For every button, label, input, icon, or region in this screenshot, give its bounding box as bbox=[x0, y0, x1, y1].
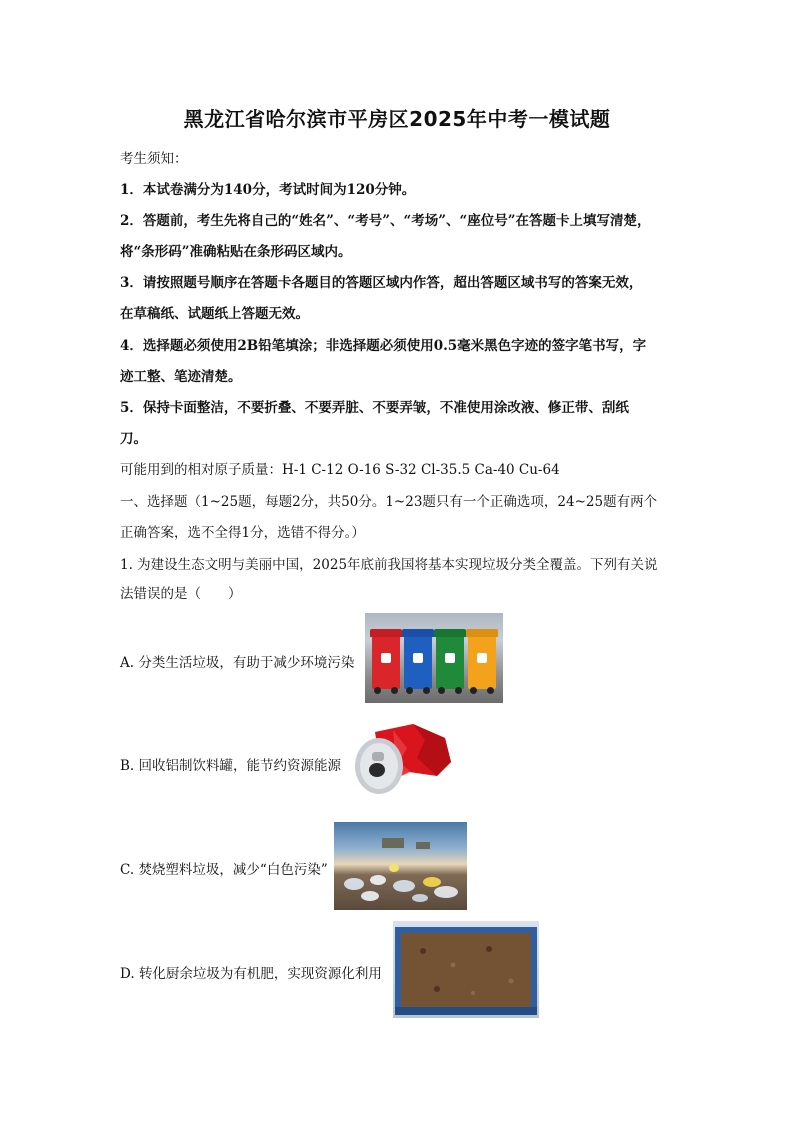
option-label: A. bbox=[120, 655, 135, 671]
can-drawing bbox=[353, 718, 453, 800]
option-b bbox=[120, 754, 341, 774]
option-text: 分类生活垃圾，有助于减少环境污染 bbox=[138, 655, 355, 671]
compost-drawing bbox=[393, 921, 539, 1018]
question-stem-line-1: 1. 为建设生态文明与美丽中国，2025年底前我国将基本实现垃圾分类全覆盖。下列有关说 bbox=[120, 557, 658, 573]
instruction-line-4: 3．请按照题号顺序在答题卡各题目的答题区域内作答，超出答题区域书写的答案无效， bbox=[120, 275, 643, 291]
option-label: C. bbox=[120, 862, 135, 878]
question-stem-line-2: 法错误的是（ ） bbox=[120, 586, 242, 602]
option-text: 回收铝制饮料罐，能节约资源能源 bbox=[138, 758, 342, 774]
section-heading-line-2: 正确答案，选不全得1分，选错不得分。） bbox=[120, 525, 365, 541]
trash-bins-image bbox=[365, 613, 503, 703]
red-bin bbox=[372, 635, 400, 689]
instructions-header: 考生须知： bbox=[120, 151, 188, 167]
blue-bin bbox=[404, 635, 432, 689]
beach-drawing bbox=[334, 822, 467, 910]
option-label: B. bbox=[120, 758, 135, 774]
instruction-line-2: 2．答题前，考生先将自己的“姓名”、“考号”、“考场”、“座位号”在答题卡上填写清楚， bbox=[120, 213, 651, 229]
option-text: 焚烧塑料垃圾，减少“白色污染” bbox=[138, 862, 328, 878]
crushed-can-image bbox=[353, 718, 453, 800]
page-title: 黑龙江省哈尔滨市平房区2025年中考一模试题 bbox=[183, 107, 611, 131]
compost-crate-image bbox=[393, 921, 539, 1018]
option-d bbox=[120, 962, 382, 982]
instruction-line-1: 1．本试卷满分为140分，考试时间为120分钟。 bbox=[120, 182, 416, 198]
instruction-line-3: 将“条形码”准确粘贴在条形码区域内。 bbox=[120, 244, 352, 260]
option-c bbox=[120, 858, 328, 878]
instruction-line-6: 4．选择题必须使用2B铅笔填涂；非选择题必须使用0.5毫米黑色字迹的签字笔书写，字 bbox=[120, 338, 647, 354]
instruction-line-9: 刀。 bbox=[120, 431, 147, 447]
green-bin bbox=[436, 635, 464, 689]
beach-plastic-image bbox=[334, 822, 467, 910]
option-text: 转化厨余垃圾为有机肥，实现资源化利用 bbox=[138, 966, 382, 982]
instruction-line-5: 在草稿纸、试题纸上答题无效。 bbox=[120, 306, 309, 322]
yellow-bin bbox=[468, 635, 496, 689]
option-a bbox=[120, 651, 354, 671]
instruction-line-8: 5．保持卡面整洁，不要折叠、不要弄脏、不要弄皱，不准使用涂改液、修正带、刮纸 bbox=[120, 400, 629, 416]
option-label: D. bbox=[120, 966, 135, 982]
section-heading-line-1: 一、选择题（1~25题，每题2分，共50分。1~23题只有一个正确选项，24~25题有两个 bbox=[120, 494, 658, 510]
instruction-line-7: 迹工整、笔迹清楚。 bbox=[120, 369, 242, 385]
atomic-masses: 可能用到的相对原子质量：H-1 C-12 O-16 S-32 Cl-35.5 Ca-40 Cu-64 bbox=[120, 462, 560, 478]
